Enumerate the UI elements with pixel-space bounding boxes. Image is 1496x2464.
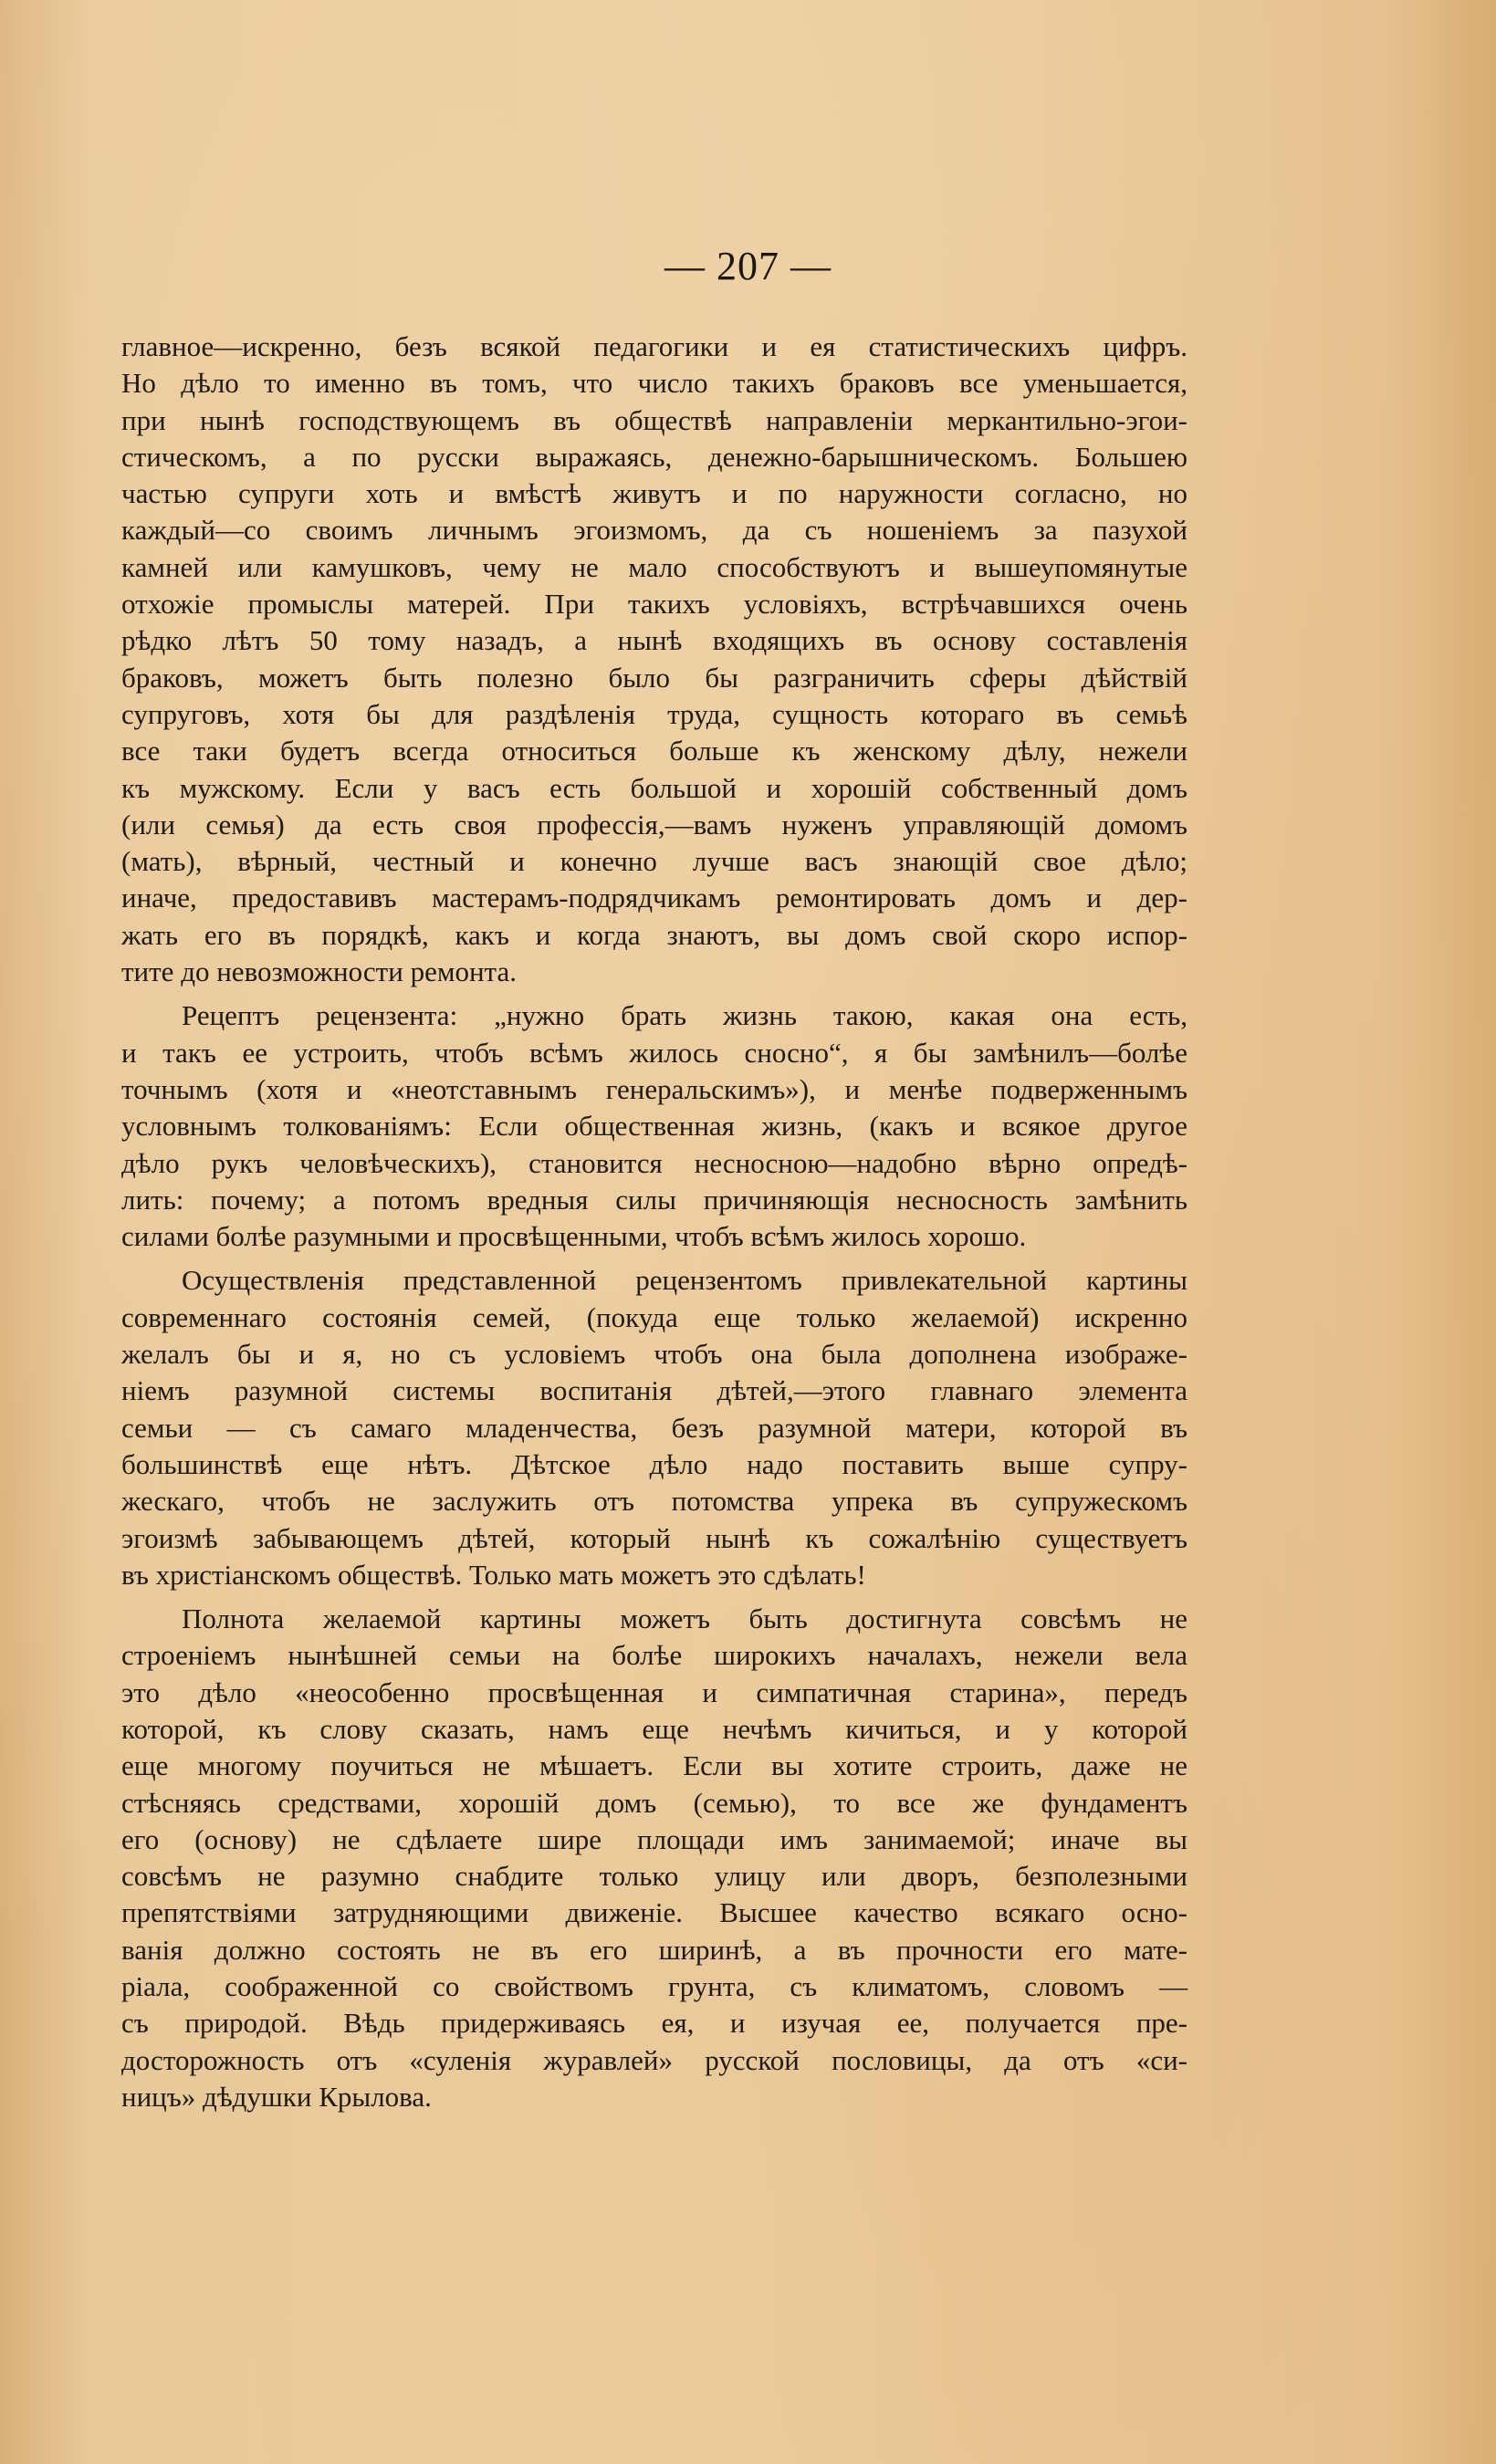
text-line: при нынѣ господствующемъ въ обществѣ направленіи меркантильно-эгои- xyxy=(121,403,1187,436)
text-line: съ природой. Вѣдь придерживаясь ея, и изучая ее, получается пре- xyxy=(121,2007,1187,2040)
page-number: — 207 — xyxy=(664,244,832,288)
text-line: еще многому поучиться не мѣшаетъ. Если вы хотите строить, даже не xyxy=(121,1749,1187,1782)
text-line: браковъ, можетъ быть полезно было бы разграничить сферы дѣйствій xyxy=(121,661,1187,694)
text-line: Осуществленія представленной рецензентомъ привлекательной картины xyxy=(182,1264,1187,1297)
text-line: ванія должно состоять не въ его ширинѣ, а въ прочности его мате- xyxy=(121,1933,1187,1966)
text-line: иначе, предоставивъ мастерамъ-подрядчикамъ ремонтировать домъ и дер- xyxy=(121,882,1187,914)
text-line: главное—искренно, безъ всякой педагогики и ея статистическихъ цифръ. xyxy=(121,330,1187,362)
text-line: досторожность отъ «суленія журавлей» русской пословицы, да отъ «си- xyxy=(121,2043,1187,2076)
text-line: камней или камушковъ, чему не мало способствуютъ и вышеупомянутые xyxy=(121,550,1187,583)
text-line: строеніемъ нынѣшней семьи на болѣе широкихъ началахъ, нежели вела xyxy=(121,1639,1187,1672)
paragraph xyxy=(121,1601,1187,2115)
text-line: ницъ» дѣдушки Крылова. xyxy=(121,2080,432,2113)
text-line: современнаго состоянія семей, (покуда еще только желаемой) искренно xyxy=(121,1300,1187,1333)
text-line: рѣдко лѣтъ 50 тому назадъ, а нынѣ входящихъ въ основу составленія xyxy=(121,624,1187,657)
text-line: совсѣмъ не разумно снабдите только улицу или дворъ, безполезными xyxy=(121,1860,1187,1893)
text-line: въ христіанскомъ обществѣ. Только мать можетъ это сдѣлать! xyxy=(121,1558,866,1591)
text-line: большинствѣ еще нѣтъ. Дѣтское дѣло надо поставить выше супру- xyxy=(121,1447,1187,1480)
text-line: (или семья) да есть своя профессія,—вамъ нуженъ управляющій домомъ xyxy=(121,808,1187,840)
text-line: препятствіями затрудняющими движеніе. Высшее качество всякаго осно- xyxy=(121,1896,1187,1929)
text-line: тите до невозможности ремонта. xyxy=(121,955,517,988)
paragraph xyxy=(121,997,1187,1255)
text-line: супруговъ, хотя бы для раздѣленія труда, сущность котораго въ семьѣ xyxy=(121,697,1187,730)
body-text xyxy=(121,329,1187,2123)
text-line: стѣсняясь средствами, хорошій домъ (семью), то все же фундаментъ xyxy=(121,1786,1187,1819)
text-line: жать его въ порядкѣ, какъ и когда знаютъ, вы домъ свой скоро испор- xyxy=(121,918,1187,951)
text-line: частью супруги хоть и вмѣстѣ живутъ и по наружности согласно, но xyxy=(121,477,1187,510)
text-line: это дѣло «неособенно просвѣщенная и симпатичная старина», передъ xyxy=(121,1676,1187,1708)
text-line: эгоизмѣ забывающемъ дѣтей, который нынѣ къ сожалѣнію существуетъ xyxy=(121,1521,1187,1554)
text-line: Полнота желаемой картины можетъ быть достигнута совсѣмъ не xyxy=(182,1603,1187,1635)
paragraph xyxy=(121,1262,1187,1593)
text-line: и такъ ее устроить, чтобъ всѣмъ жилось сносно“, я бы замѣнилъ—болѣе xyxy=(121,1036,1187,1069)
text-line: каждый—со своимъ личнымъ эгоизмомъ, да съ ношеніемъ за пазухой xyxy=(121,514,1187,547)
text-line: которой, къ слову сказать, намъ еще нечѣмъ кичиться, и у которой xyxy=(121,1712,1187,1745)
text-line: его (основу) не сдѣлаете шире площади имъ занимаемой; иначе вы xyxy=(121,1822,1187,1855)
text-line: лить: почему; а потомъ вредныя силы причиняющія несносность замѣнить xyxy=(121,1183,1187,1216)
text-line: желалъ бы и я, но съ условіемъ чтобъ она была дополнена изображе- xyxy=(121,1338,1187,1371)
text-line: Рецептъ рецензента: „нужно брать жизнь такою, какая она есть, xyxy=(182,999,1187,1032)
text-line: дѣло рукъ человѣческихъ), становится несносною—надобно вѣрно опредѣ- xyxy=(121,1146,1187,1179)
text-line: условнымъ толкованіямъ: Если общественная жизнь, (какъ и всякое другое xyxy=(121,1110,1187,1143)
text-line: ніемъ разумной системы воспитанія дѣтей,—этого главнаго элемента xyxy=(121,1374,1187,1407)
text-line: жескаго, чтобъ не заслужить отъ потомства упрека въ супружескомъ xyxy=(121,1485,1187,1518)
text-line: стическомъ, а по русски выражаясь, денежно-барышническомъ. Большею xyxy=(121,440,1187,473)
text-line: все таки будетъ всегда относиться больше къ женскому дѣлу, нежели xyxy=(121,735,1187,767)
text-line: Но дѣло то именно въ томъ, что число такихъ браковъ все уменьшается, xyxy=(121,367,1187,400)
text-line: семьи — съ самаго младенчества, безъ разумной матери, которой въ xyxy=(121,1411,1187,1444)
text-line: (мать), вѣрный, честный и конечно лучше васъ знающій свое дѣло; xyxy=(121,845,1187,878)
text-line: къ мужскому. Если у васъ есть большой и хорошій собственный домъ xyxy=(121,771,1187,804)
text-line: ріала, соображенной со свойствомъ грунта, съ климатомъ, словомъ — xyxy=(121,1970,1187,2003)
text-line: точнымъ (хотя и «неотставнымъ генеральскимъ»), и менѣе подверженнымъ xyxy=(121,1072,1187,1105)
text-line: силами болѣе разумными и просвѣщенными, чтобъ всѣмъ жилось хорошо. xyxy=(121,1220,1027,1253)
text-line: отхожіе промыслы матерей. При такихъ условіяхъ, встрѣчавшихся очень xyxy=(121,588,1187,621)
paragraph xyxy=(121,329,1187,990)
